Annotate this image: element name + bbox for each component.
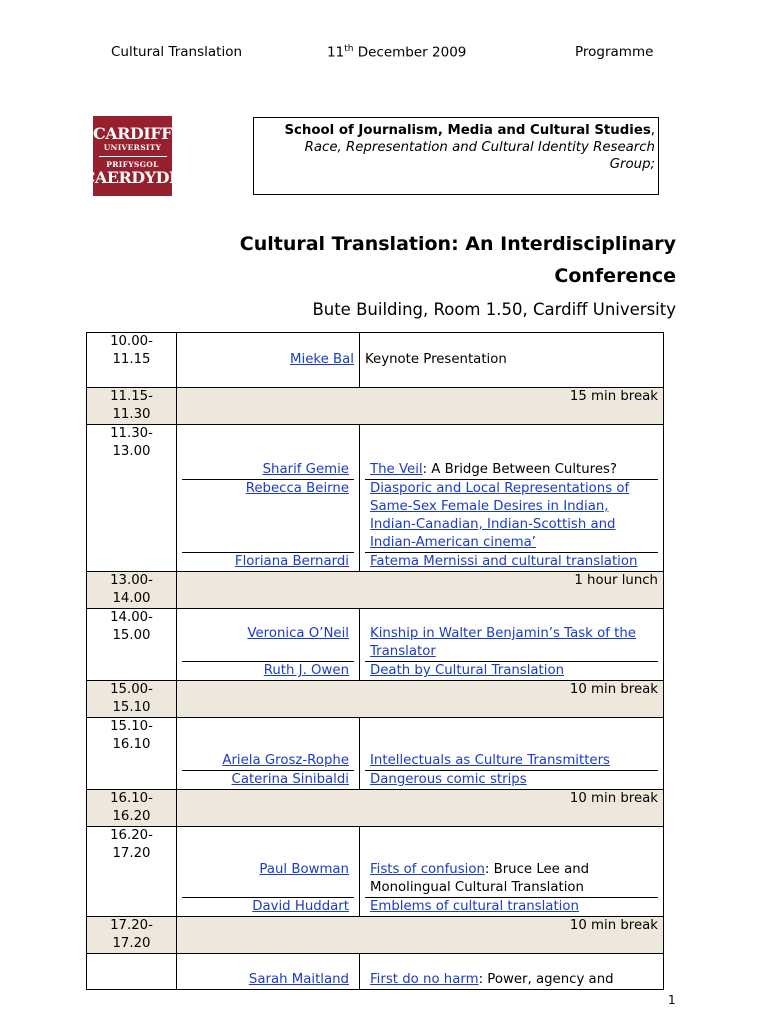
session-row xyxy=(87,425,664,572)
talk-entry xyxy=(365,752,658,770)
talk-title-rest: : Bruce Lee and Monolingual Cultural Translation xyxy=(370,862,590,895)
speaker-entry xyxy=(182,897,354,916)
talk-title-link[interactable]: Death by Cultural Translation xyxy=(370,663,565,678)
speaker-entry xyxy=(182,461,354,479)
talks-cell xyxy=(360,425,664,572)
session-time: 15.10- 16.10 xyxy=(87,718,177,790)
talk-entry xyxy=(365,897,658,916)
speaker-entry xyxy=(182,752,354,770)
date-rest: December 2009 xyxy=(353,44,467,61)
talk-title-link[interactable]: First do no harm xyxy=(370,972,479,987)
logo-line-caerdydd: CAERDYDD xyxy=(82,168,183,187)
talks-cell xyxy=(360,718,664,790)
research-group: Race, Representation and Cultural Identity Research Group; xyxy=(304,140,655,172)
speaker-entry xyxy=(182,861,354,897)
speaker-link[interactable]: Caterina Sinibaldi xyxy=(231,772,349,787)
talk-entry xyxy=(365,461,658,479)
talk-title-link[interactable]: Emblems of cultural translation xyxy=(370,899,579,914)
speaker-link[interactable]: David Huddart xyxy=(252,899,349,914)
cardiff-university-logo xyxy=(82,116,183,196)
break-row xyxy=(87,790,664,827)
session-time: 16.20- 17.20 xyxy=(87,827,177,917)
talk-title: Keynote Presentation xyxy=(360,333,664,388)
talk-title-link[interactable]: Fatema Mernissi and cultural translation xyxy=(370,554,638,569)
speakers-cell xyxy=(177,718,360,790)
speaker-entry xyxy=(182,770,354,789)
title-line-2: Conference xyxy=(554,265,676,287)
session-time: 10.00- 11.15 xyxy=(87,333,177,388)
talk-entry xyxy=(365,625,658,661)
header-date xyxy=(327,44,466,61)
talk-title-link[interactable]: Dangerous comic strips xyxy=(370,772,527,787)
speaker-link[interactable]: Sarah Maitland xyxy=(248,972,349,987)
session-time: 11.15- 11.30 xyxy=(87,388,177,425)
speaker-link[interactable]: Ruth J. Owen xyxy=(263,663,349,678)
talk-title-link[interactable]: The Veil xyxy=(370,462,423,477)
break-label: 10 min break xyxy=(177,790,664,827)
speaker-entry xyxy=(182,625,354,661)
school-info-box xyxy=(253,117,659,195)
break-label: 10 min break xyxy=(177,681,664,718)
speakers-cell xyxy=(177,954,360,990)
session-row xyxy=(87,609,664,681)
school-comma: , xyxy=(650,123,655,138)
speakers-cell xyxy=(177,425,360,572)
break-row xyxy=(87,388,664,425)
speaker-link[interactable]: Floriana Bernardi xyxy=(234,554,349,569)
break-label: 1 hour lunch xyxy=(177,572,664,609)
talk-title-link[interactable]: Diasporic and Local Representations of Same-Sex Female Desires in Indian, Indian-Canadian, Indian-Scottish and Indian-American cinema’ xyxy=(370,481,630,550)
header-left-title: Cultural Translation xyxy=(111,44,243,60)
logo-line-cardiff: CARDIFF xyxy=(92,124,173,143)
talk-title-link[interactable]: Fists of confusion xyxy=(370,862,485,877)
break-label: 10 min break xyxy=(177,917,664,954)
talk-entry xyxy=(365,861,658,897)
session-time: 15.00- 15.10 xyxy=(87,681,177,718)
talk-title-rest: : A Bridge Between Cultures? xyxy=(422,462,617,477)
talks-cell xyxy=(360,827,664,917)
speakers-cell xyxy=(177,609,360,681)
session-row xyxy=(87,333,664,388)
talks-cell xyxy=(360,609,664,681)
speaker-link[interactable]: Paul Bowman xyxy=(259,862,349,877)
date-suffix: th xyxy=(344,44,354,54)
header-right-label: Programme xyxy=(575,44,654,60)
speaker-entry xyxy=(182,479,354,552)
venue: Bute Building, Room 1.50, Cardiff University xyxy=(312,300,676,319)
speaker-cell xyxy=(177,333,360,388)
page-number: 1 xyxy=(668,993,676,1007)
break-row xyxy=(87,572,664,609)
session-time: 17.20- 17.20 xyxy=(87,917,177,954)
session-row xyxy=(87,954,664,990)
speaker-link[interactable]: Ariela Grosz-Rophe xyxy=(222,753,349,768)
speaker-link[interactable]: Rebecca Beirne xyxy=(245,481,349,496)
talk-title-rest: : Power, agency and xyxy=(478,972,614,987)
session-time: 16.10- 16.20 xyxy=(87,790,177,827)
talk-title-link[interactable]: Kinship in Walter Benjamin’s Task of the Translator xyxy=(370,626,636,659)
talk-entry xyxy=(365,971,658,989)
speakers-cell xyxy=(177,827,360,917)
date-day: 11 xyxy=(327,44,345,61)
speaker-entry xyxy=(182,661,354,680)
session-time: 14.00- 15.00 xyxy=(87,609,177,681)
break-row xyxy=(87,681,664,718)
school-name: School of Journalism, Media and Cultural Studies xyxy=(284,123,651,138)
session-time: 13.00- 14.00 xyxy=(87,572,177,609)
speaker-entry xyxy=(182,971,354,989)
talks-cell xyxy=(360,954,664,990)
talk-entry xyxy=(365,479,658,552)
logo-line-prifysgol: PRIFYSGOL xyxy=(106,159,159,169)
talk-entry xyxy=(365,770,658,789)
session-row xyxy=(87,718,664,790)
programme-table xyxy=(86,332,664,990)
speaker-link[interactable]: Veronica O’Neil xyxy=(247,626,349,641)
break-row xyxy=(87,917,664,954)
programme-body xyxy=(87,333,664,990)
talk-title-link[interactable]: Intellectuals as Culture Transmitters xyxy=(370,753,610,768)
talk-entry xyxy=(365,661,658,680)
speaker-link[interactable]: Sharif Gemie xyxy=(262,462,349,477)
conference-title xyxy=(180,228,676,292)
talk-entry xyxy=(365,552,658,571)
break-label: 15 min break xyxy=(177,388,664,425)
logo-line-university: UNIVERSITY xyxy=(103,143,162,152)
session-time xyxy=(87,954,177,990)
logo-divider xyxy=(99,156,167,157)
title-line-1: Cultural Translation: An Interdisciplinary xyxy=(239,233,676,255)
speaker-entry xyxy=(182,552,354,571)
session-row xyxy=(87,827,664,917)
session-time: 11.30- 13.00 xyxy=(87,425,177,572)
speaker-link[interactable]: Mieke Bal xyxy=(290,352,354,367)
